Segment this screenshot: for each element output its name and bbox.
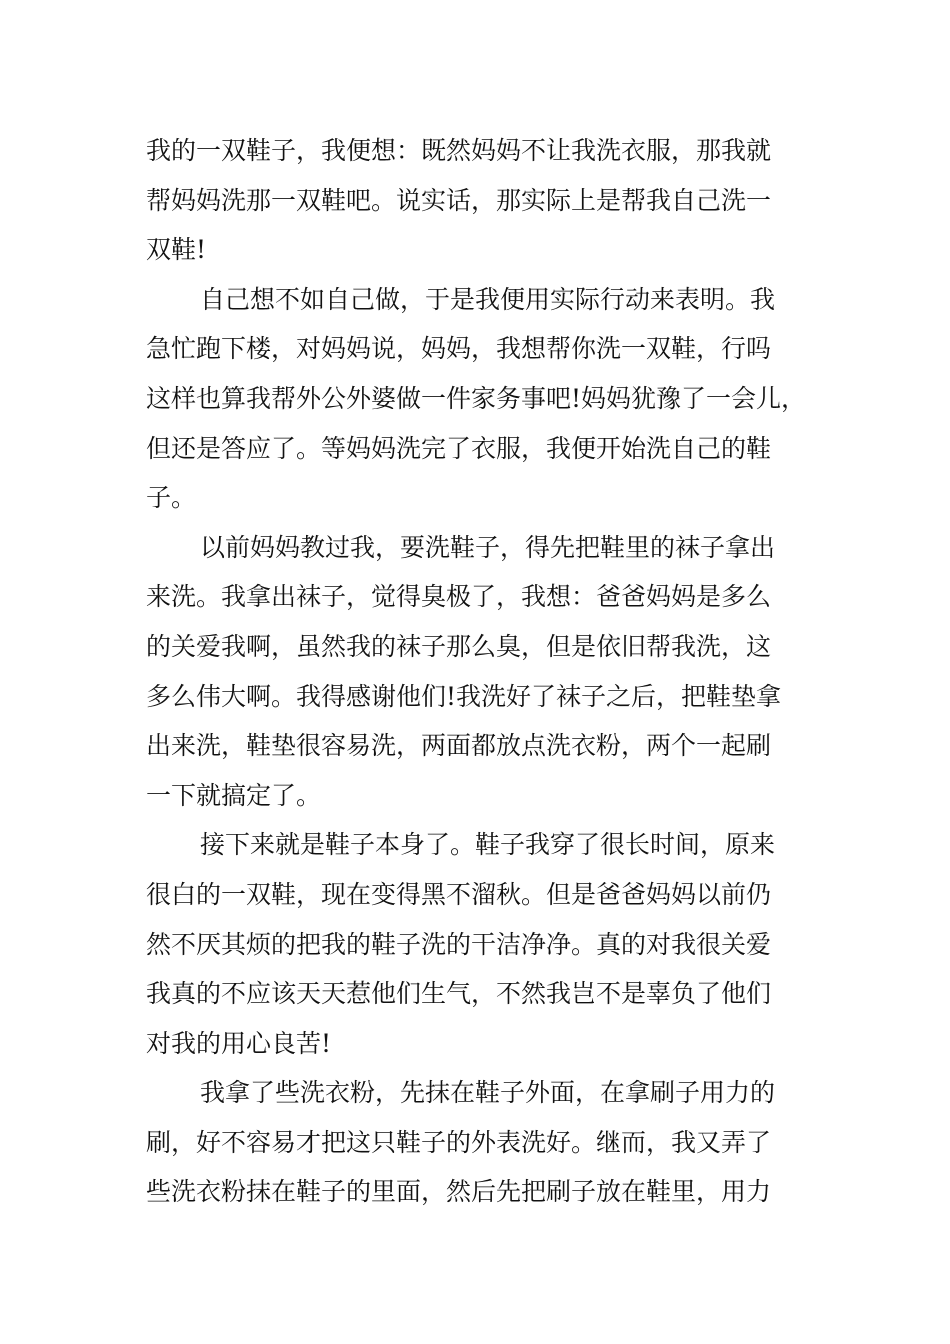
text-line: 接下来就是鞋子本身了。鞋子我穿了很长时间，原来 — [200, 830, 776, 860]
text-line: 出来洗，鞋垫很容易洗，两面都放点洗衣粉，两个一起刷 — [146, 731, 772, 761]
text-line: 子。 — [146, 483, 197, 513]
body-text — [146, 126, 816, 1217]
text-line: 来洗。我拿出袜子，觉得臭极了，我想：爸爸妈妈是多么 — [146, 582, 772, 612]
text-line: 多么伟大啊。我得感谢他们!我洗好了袜子之后，把鞋垫拿 — [146, 681, 782, 711]
text-line: 自己想不如自己做，于是我便用实际行动来表明。我 — [200, 284, 776, 314]
text-line: 以前妈妈教过我，要洗鞋子，得先把鞋里的袜子拿出 — [200, 532, 776, 562]
text-line: 帮妈妈洗那一双鞋吧。说实话，那实际上是帮我自己洗一 — [146, 185, 772, 215]
text-line: 刷，好不容易才把这只鞋子的外表洗好。继而，我又弄了 — [146, 1127, 772, 1157]
text-line: 双鞋! — [146, 235, 207, 265]
paragraph-4 — [146, 820, 816, 1068]
text-line: 一下就搞定了。 — [146, 780, 322, 810]
text-line: 对我的用心良苦! — [146, 1028, 332, 1058]
paragraph-1 — [146, 126, 816, 275]
text-line: 然不厌其烦的把我的鞋子洗的干洁净净。真的对我很关爱 — [146, 929, 772, 959]
text-line: 但还是答应了。等妈妈洗完了衣服，我便开始洗自己的鞋 — [146, 433, 772, 463]
text-line: 我真的不应该天天惹他们生气，不然我岂不是辜负了他们 — [146, 979, 772, 1009]
text-line: 的关爱我啊，虽然我的袜子那么臭，但是依旧帮我洗，这 — [146, 631, 772, 661]
text-line: 些洗衣粉抹在鞋子的里面，然后先把刷子放在鞋里，用力 — [146, 1177, 772, 1207]
text-line: 我拿了些洗衣粉，先抹在鞋子外面，在拿刷子用力的 — [200, 1078, 776, 1108]
text-line: 急忙跑下楼，对妈妈说，妈妈，我想帮你洗一双鞋，行吗 — [146, 334, 772, 364]
text-line: 我的一双鞋子，我便想：既然妈妈不让我洗衣服，那我就 — [146, 136, 772, 165]
paragraph-3 — [146, 523, 816, 821]
paragraph-2 — [146, 275, 816, 523]
paragraph-5 — [146, 1068, 816, 1217]
text-line: 这样也算我帮外公外婆做一件家务事吧!妈妈犹豫了一会儿， — [146, 383, 807, 413]
text-line: 很白的一双鞋，现在变得黑不溜秋。但是爸爸妈妈以前仍 — [146, 879, 772, 909]
